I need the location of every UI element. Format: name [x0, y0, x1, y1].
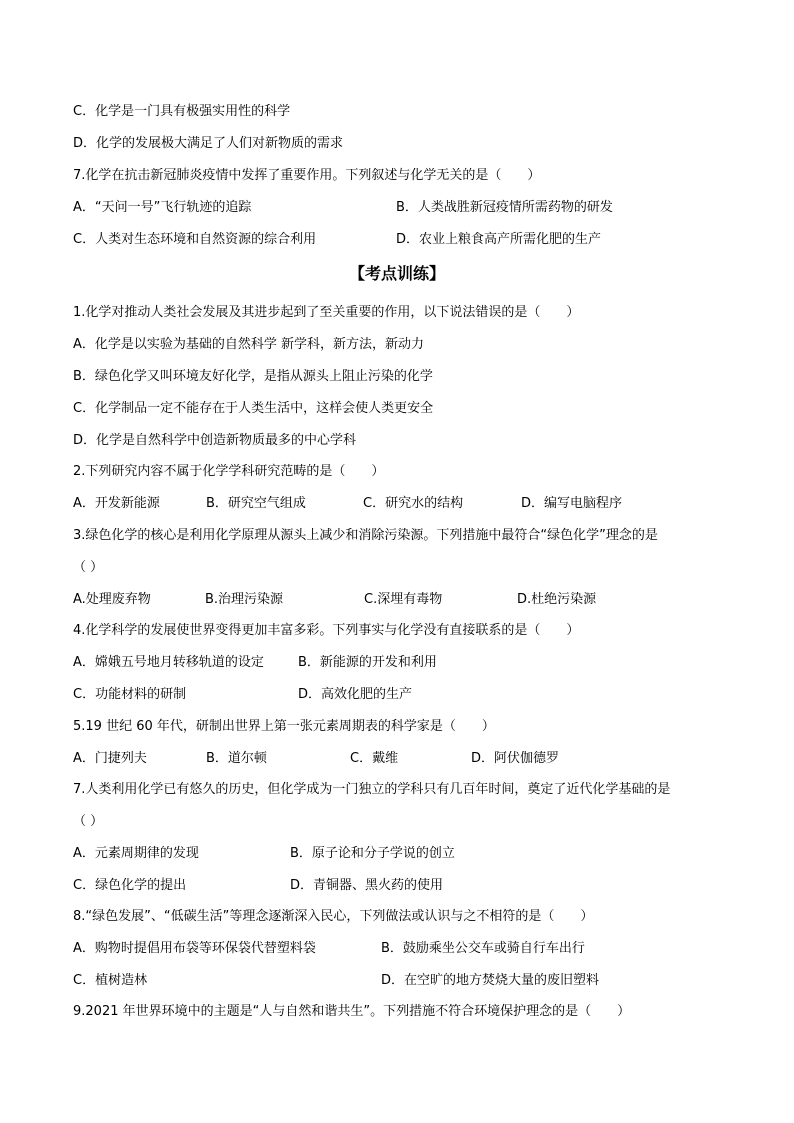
- question-7-option-b: B．原子论和分子学说的创立: [290, 846, 455, 861]
- question-2-option-b: B．研究空气组成: [206, 496, 306, 511]
- question-4-option-a: A．嫦娥五号地月转移轨道的设定: [73, 655, 264, 670]
- question-7a-option-a: A．“天问一号”飞行轨迹的追踪: [73, 200, 252, 215]
- question-2-option-a: A．开发新能源: [73, 496, 160, 511]
- question-7-option-d: D．青铜器、黑火药的使用: [290, 878, 444, 893]
- prev-option-c: C．化学是一门具有极强实用性的科学: [73, 104, 291, 119]
- question-8-option-a: A．购物时提倡用布袋等环保袋代替塑料袋: [73, 941, 316, 956]
- question-5-option-c: C．戴维: [350, 751, 399, 766]
- question-7a-stem: 7.化学在抗击新冠肺炎疫情中发挥了重要作用。下列叙述与化学无关的是（ ）: [73, 168, 541, 183]
- section-title: 【考点训练】: [348, 264, 445, 283]
- question-5-option-b: B．道尔顿: [206, 751, 267, 766]
- question-7a-option-c: C．人类对生态环境和自然资源的综合利用: [73, 232, 317, 247]
- question-7-option-c: C．绿色化学的提出: [73, 878, 187, 893]
- question-8-stem: 8.“绿色发展”、“低碳生活”等理念逐渐深入民心，下列做法或认识与之不相符的是（ ）: [73, 909, 594, 924]
- question-8-option-c: C．植树造林: [73, 973, 148, 988]
- question-2-stem: 2.下列研究内容不属于化学学科研究范畴的是（ ）: [73, 464, 385, 479]
- question-5-option-a: A．门捷列夫: [73, 751, 147, 766]
- question-1-option-b: B．绿色化学又叫环境友好化学，是指从源头上阻止污染的化学: [73, 369, 433, 384]
- question-5-stem: 5.19 世纪 60 年代，研制出世界上第一张元素周期表的科学家是（ ）: [73, 719, 495, 734]
- question-3-stem-bracket: （ ）: [73, 560, 104, 575]
- question-1-option-a: A．化学是以实验为基础的自然科学 新学科，新方法，新动力: [73, 337, 425, 352]
- question-8-option-b: B．鼓励乘坐公交车或骑自行车出行: [381, 941, 585, 956]
- prev-option-d: D．化学的发展极大满足了人们对新物质的需求: [73, 136, 344, 151]
- question-5-option-d: D．阿伏伽德罗: [471, 751, 560, 766]
- question-4-option-b: B．新能源的开发和利用: [298, 655, 437, 670]
- question-2-option-c: C．研究水的结构: [363, 496, 464, 511]
- question-4-option-d: D．高效化肥的生产: [298, 687, 413, 702]
- question-1-stem: 1.化学对推动人类社会发展及其进步起到了至关重要的作用，以下说法错误的是（ ）: [73, 305, 580, 320]
- question-4-option-c: C．功能材料的研制: [73, 687, 187, 702]
- question-4-stem: 4.化学科学的发展使世界变得更加丰富多彩。下列事实与化学没有直接联系的是（ ）: [73, 623, 580, 638]
- question-8-option-d: D．在空旷的地方焚烧大量的废旧塑料: [381, 973, 600, 988]
- question-1-option-d: D．化学是自然科学中创造新物质最多的中心学科: [73, 433, 357, 448]
- question-7a-option-b: B．人类战胜新冠疫情所需药物的研发: [396, 200, 613, 215]
- question-2-option-d: D．编写电脑程序: [521, 496, 623, 511]
- question-3-option-d: D.杜绝污染源: [517, 592, 597, 607]
- question-9-stem: 9.2021 年世界环境中的主题是“人与自然和谐共生”。下列措施不符合环境保护理念的是（ ）: [73, 1004, 631, 1019]
- question-7-option-a: A．元素周期律的发现: [73, 846, 199, 861]
- question-7-stem-bracket: （ ）: [73, 814, 104, 829]
- question-7a-option-d: D．农业上粮食高产所需化肥的生产: [396, 232, 602, 247]
- question-7-stem: 7.人类利用化学已有悠久的历史，但化学成为一门独立的学科只有几百年时间，奠定了近代化学基础的是: [73, 782, 671, 797]
- question-3-stem: 3.绿色化学的核心是利用化学原理从源头上减少和消除污染源。下列措施中最符合“绿色化学”理念的是: [73, 528, 658, 543]
- question-3-option-c: C.深埋有毒物: [364, 592, 443, 607]
- question-3-option-a: A.处理废弃物: [73, 592, 151, 607]
- question-1-option-c: C．化学制品一定不能存在于人类生活中，这样会使人类更安全: [73, 401, 434, 416]
- question-3-option-b: B.治理污染源: [205, 592, 284, 607]
